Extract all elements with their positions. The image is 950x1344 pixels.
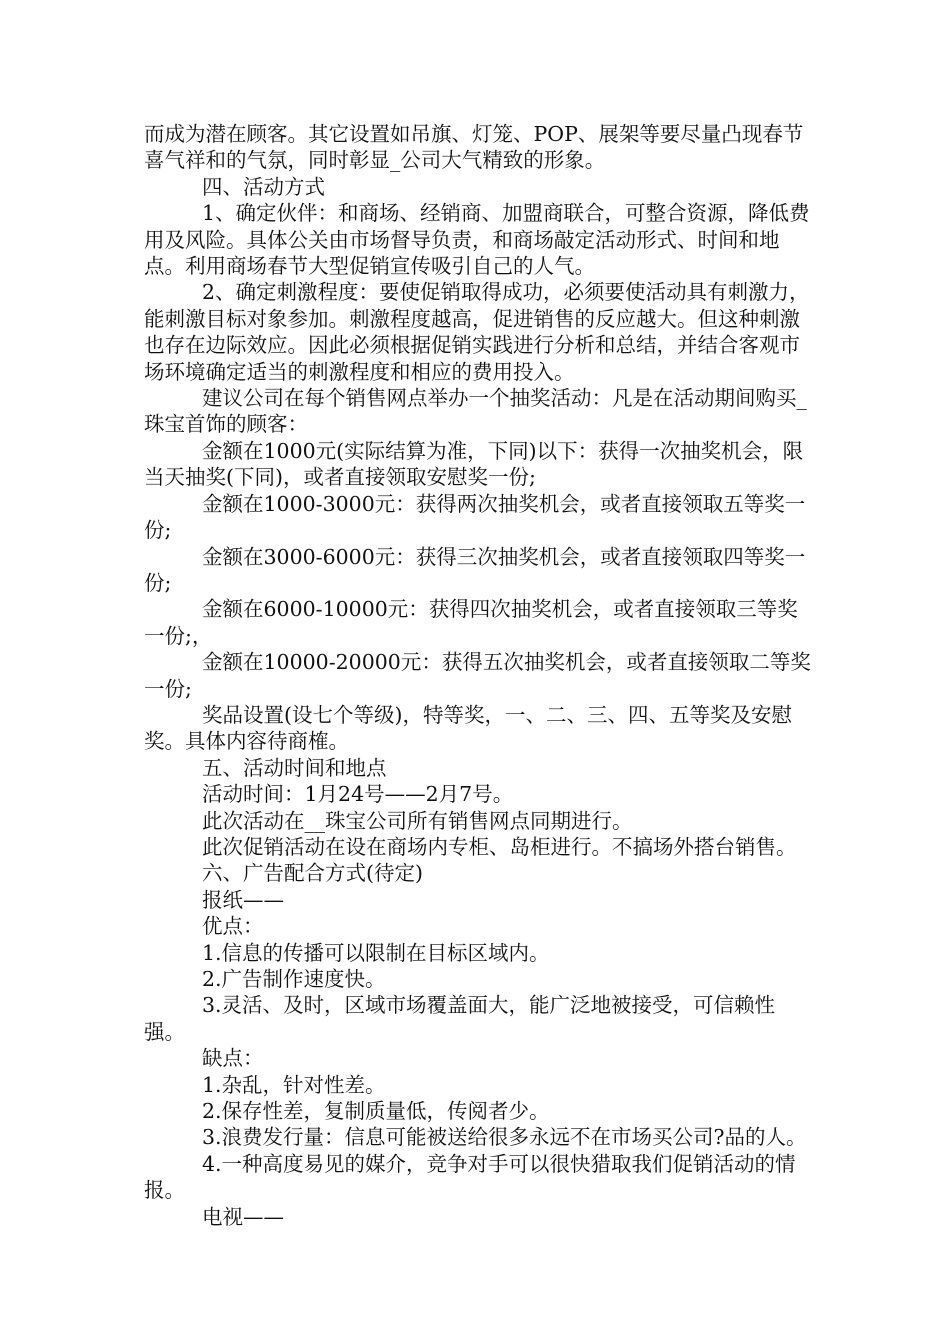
paragraph-disadvantages-label: 缺点： [202, 1046, 264, 1071]
section-heading-time-place: 五、活动时间和地点 [202, 755, 387, 780]
paragraph-prizes: 奖品设置(设七个等级)，特等奖，一、二、三、四、五等奖及安慰奖。具体内容待商榷。 [144, 702, 792, 754]
paragraph-lottery-intro: 建议公司在每个销售网点举办一个抽奖活动：凡是在活动期间购买_珠宝首饰的顾客： [144, 386, 807, 437]
paragraph-advantages-label: 优点： [202, 914, 264, 939]
paragraph-stimulus: 2、确定刺激程度：要使促销取得成功，必须要使活动具有刺激力，能刺激目标对象参加。刺激程度越高，促进销售的反应越大。但这种刺激也存在边际效应。因此必须根据促销实践进行分析和总结，并结合客观市场环境确定适当的刺激程度和相应的费用投入。 [144, 280, 810, 384]
paragraph-continuation: 而成为潜在顾客。其它设置如吊旗、灯笼、POP、展架等要尽量凸现春节喜气祥和的气氛，同时彰显_公司大气精致的形象。 [144, 122, 804, 173]
paragraph-amount-tier-2: 金额在1000-3000元：获得两次抽奖机会，或者直接领取五等奖一份; [144, 491, 806, 543]
paragraph-disadvantage-1: 1.杂乱，针对性差。 [202, 1072, 386, 1097]
paragraph-amount-tier-5: 金额在10000-20000元：获得五次抽奖机会，或者直接领取二等奖一份; [144, 650, 811, 701]
paragraph-advantage-1: 1.信息的传播可以限制在目标区域内。 [202, 940, 550, 965]
document-body [144, 121, 812, 1230]
section-heading-activity-method: 四、活动方式 [202, 174, 325, 199]
paragraph-amount-tier-1: 金额在1000元(实际结算为准，下同)以下：获得一次抽奖机会，限当天抽奖(下同)，或者直接领取安慰奖一份; [144, 438, 804, 490]
paragraph-activity-time: 活动时间：1月24号——2月7号。 [202, 782, 514, 807]
paragraph-activity-scope: 此次活动在__珠宝公司所有销售网点同期进行。 [202, 808, 633, 833]
paragraph-activity-location: 此次促销活动在设在商场内专柜、岛柜进行。不搞场外搭台销售。 [202, 834, 797, 859]
paragraph-disadvantage-3: 3.浪费发行量：信息可能被送给很多永远不在市场买公司?品的人。 [202, 1125, 807, 1150]
paragraph-television: 电视—— [202, 1204, 284, 1229]
paragraph-disadvantage-4: 4.一种高度易见的媒介，竞争对手可以很快猎取我们促销活动的情报。 [144, 1151, 796, 1203]
paragraph-newspaper: 报纸—— [202, 887, 284, 912]
paragraph-amount-tier-4: 金额在6000-10000元：获得四次抽奖机会，或者直接领取三等奖一份;， [144, 597, 798, 648]
paragraph-amount-tier-3: 金额在3000-6000元：获得三次抽奖机会，或者直接领取四等奖一份; [144, 544, 806, 595]
paragraph-partners: 1、确定伙伴：和商场、经销商、加盟商联合，可整合资源，降低费用及风险。具体公关由市场督导负责，和商场敲定活动形式、时间和地点。利用商场春节大型促销宣传吸引自己的人气。 [144, 201, 810, 279]
paragraph-disadvantage-2: 2.保存性差，复制质量低，传阅者少。 [202, 1099, 550, 1124]
paragraph-advantage-2: 2.广告制作速度快。 [202, 967, 386, 991]
section-heading-advertising: 六、广告配合方式(待定) [202, 861, 423, 886]
paragraph-advantage-3: 3.灵活、及时，区域市场覆盖面大，能广泛地被接受，可信赖性强。 [144, 993, 776, 1044]
